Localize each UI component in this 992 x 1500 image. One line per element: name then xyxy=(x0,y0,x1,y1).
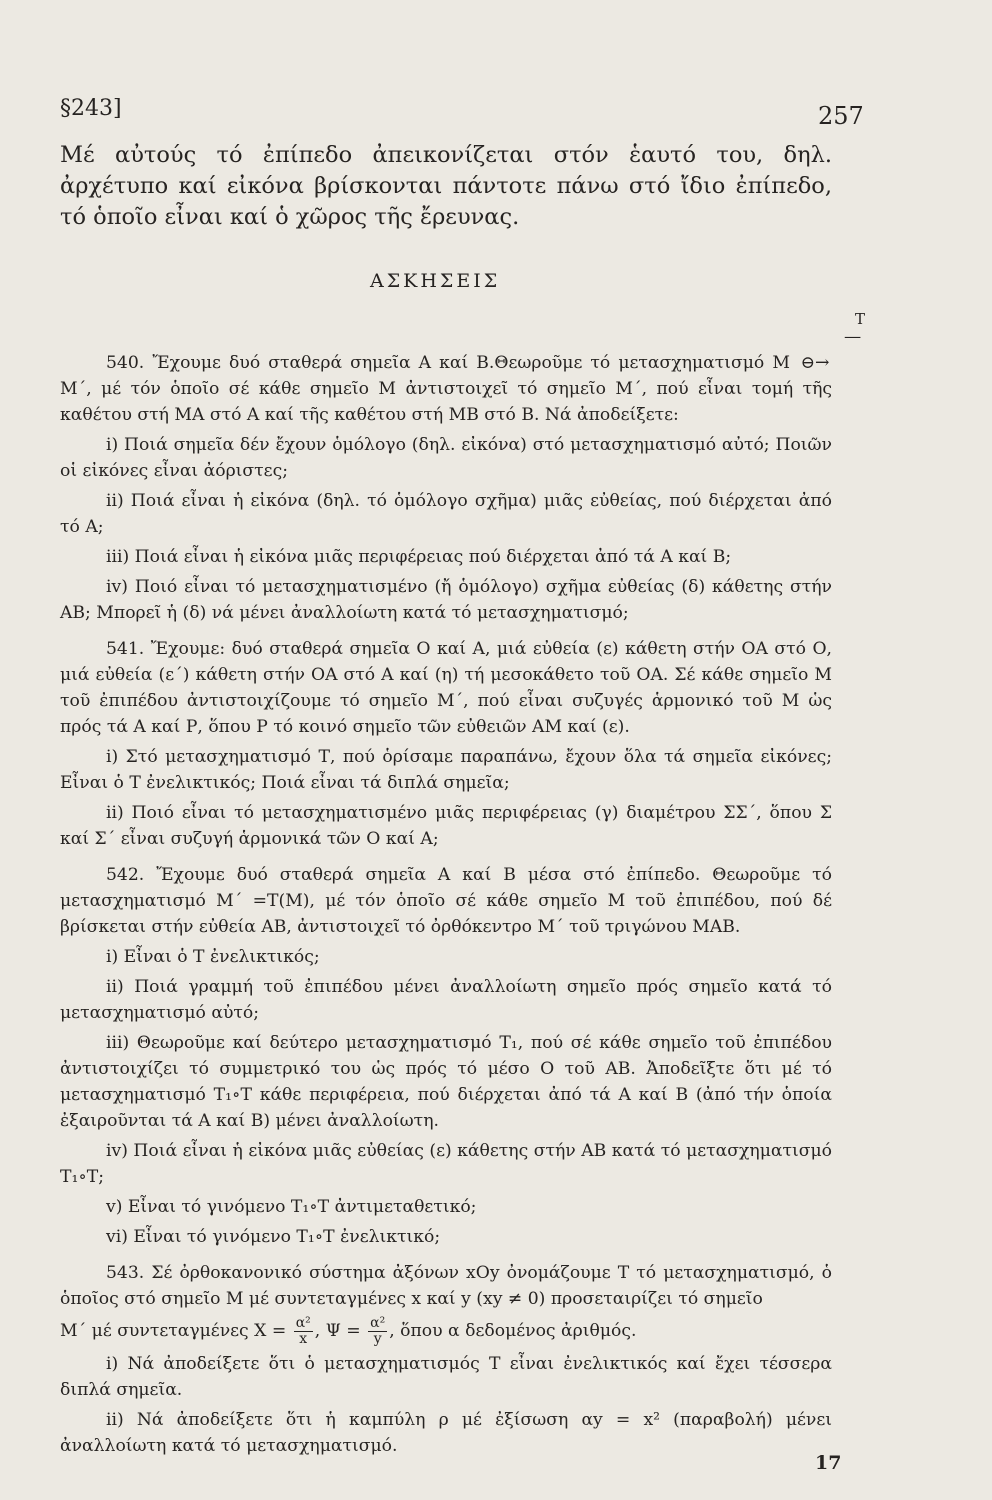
exercise-541-ii: ii) Ποιό εἶναι τό μετασχηματισμένο μιᾶς περιφέρειας (γ) διαμέτρου ΣΣ΄, ὅπου Σ καί Σ΄ εἶναι συζυγή ἁρμονικά τῶν Ο καί Α; xyxy=(60,803,832,849)
exercise-542-vi: vi) Εἶναι τό γινόμενο Τ₁∘Τ ἐνελικτικό; xyxy=(106,1227,441,1247)
exercise-540-i: i) Ποιά σημεῖα δέν ἔχουν ὁμόλογο (δηλ. εἰκόνα) στό μετασχηματισμό αὐτό; Ποιῶν οἱ εἰκόνες εἶναι ἀόριστες; xyxy=(60,435,832,481)
transformation-arrow-icon: Τ —⊖→ xyxy=(798,324,832,376)
exercise-543-formula: Μ΄ μέ συντεταγμένες Χ = $\frac{\text{α²}}{x}$ , Ψ = $\frac{\text{α²}}{y}$ , ὅπου α δεδομένος ἀριθμός. xyxy=(60,1315,637,1347)
exercise-543-i: i) Νά ἀποδείξετε ὅτι ὁ μετασχηματισμός Τ εἶναι ἐνελικτικός καί ἔχει τέσσερα διπλά σημεῖα. xyxy=(60,1354,832,1400)
exercise-542-iv: iv) Ποιά εἶναι ἡ εἰκόνα μιᾶς εὐθείας (ε) κάθετης στήν ΑΒ κατά τό μετασχηματισμό Τ₁∘Τ; xyxy=(60,1141,832,1187)
exercise-540-rest: μέ τόν ὁποῖο σέ κάθε σημεῖο Μ ἀντιστοιχεῖ τό σημεῖο Μ΄, πού εἶναι τομή τῆς καθέτου στή ΜΑ στό Α καί τῆς καθέτου στή ΜΒ στό Β. Νά ἀποδείξετε: xyxy=(60,379,832,425)
exercise-542-iii: iii) Θεωροῦμε καί δεύτερο μετασχηματισμό Τ₁, πού σέ κάθε σημεῖο τοῦ ἐπιπέδου ἀντιστοιχίζει τό συμμετρικό του ὡς πρός τό μέσο Ο τοῦ ΑΒ. Ἀποδεῖξτε ὅτι μέ τό μετασχηματισμό Τ₁∘Τ κάθε περιφέρεια, πού διέρχεται ἀπό τά Α καί Β (ἀπό τήν ὁποία ἐξαιροῦνται τά Α καί Β) μένει ἀναλλοίωτη. xyxy=(60,1033,832,1131)
exercise-540-ii: ii) Ποιά εἶναι ἡ εἰκόνα (δηλ. τό ὁμόλογο σχῆμα) μιᾶς εὐθείας, πού διέρχεται ἀπό τό Α; xyxy=(60,491,832,537)
exercise-543: 543. Σέ ὀρθοκανονικό σύστημα ἀξόνων xOy ὀνομάζουμε Τ τό μετασχηματισμό, ὁ ὁποῖος στό σημεῖο Μ μέ συντεταγμένες x καί y (xy ≠ 0) προσεταιρίζει τό σημεῖο xyxy=(60,1263,832,1309)
exercise-542-ii: ii) Ποιά γραμμή τοῦ ἐπιπέδου μένει ἀναλλοίωτη σημεῖο πρός σημεῖο κατά τό μετασχηματισμό αὐτό; xyxy=(60,977,832,1023)
exercise-540 xyxy=(60,310,866,428)
exercise-542-i: i) Εἶναι ὁ Τ ἐνελικτικός; xyxy=(106,947,320,967)
exercise-541-i: i) Στό μετασχηματισμό Τ, πού ὁρίσαμε παραπάνω, ἔχουν ὅλα τά σημεῖα εἰκόνες; Εἶναι ὁ Τ ἐνελικτικός; Ποιά εἶναι τά διπλά σημεῖα; xyxy=(60,747,832,793)
exercise-540-iii: iii) Ποιά εἶναι ἡ εἰκόνα μιᾶς περιφέρειας πού διέρχεται ἀπό τά Α καί Β; xyxy=(106,547,732,567)
exercise-540-lead-end: Μ΄, xyxy=(60,379,92,399)
exercise-542: 542. Ἔχουμε δυό σταθερά σημεῖα Α καί Β μέσα στό ἐπίπεδο. Θεωροῦμε τό μετασχηματισμό Μ΄ =Τ(Μ), μέ τόν ὁποῖο σέ κάθε σημεῖο Μ τοῦ ἐπιπέδου, πού δέ βρίσκεται στήν εὐθεία ΑΒ, ἀντιστοιχεῖ τό ὀρθόκεντρο Μ΄ τοῦ τριγώνου ΜΑΒ. xyxy=(60,865,832,937)
exercise-543-ii: ii) Νά ἀποδείξετε ὅτι ἡ καμπύλη ρ μέ ἐξίσωση αy = x² (παραβολή) μένει ἀναλλοίωτη κατά τό μετασχηματισμό. xyxy=(60,1410,832,1456)
exercise-541: 541. Ἔχουμε: δυό σταθερά σημεῖα Ο καί Α, μιά εὐθεία (ε) κάθετη στήν ΟΑ στό Ο, μιά εὐθεία (ε΄) κάθετη στήν ΟΑ στό Α καί (η) τή μεσοκάθετο τοῦ ΟΑ. Σέ κάθε σημεῖο Μ τοῦ ἐπιπέδου ἀντιστοιχίζουμε τό σημεῖο Μ΄, πού εἶναι συζυγές ἁρμονικό τοῦ Μ ὡς πρός τά Α καί Ρ, ὅπου Ρ τό κοινό σημεῖο τῶν εὐθειῶν ΑΜ καί (ε). xyxy=(60,639,832,737)
section-reference: §243] xyxy=(60,96,122,121)
page-number: 257 xyxy=(818,102,864,130)
fraction-x: $\frac{\text{α²}}{x}$ xyxy=(295,1315,311,1347)
signature-number: 17 xyxy=(815,1452,842,1474)
transformation-label: Τ xyxy=(855,310,866,328)
intro-paragraph: Μέ αὐτούς τό ἐπίπεδο ἀπεικονίζεται στόν ἑαυτό του, δηλ. ἀρχέτυπο καί εἰκόνα βρίσκονται πάντοτε πάνω στό ἴδιο ἐπίπεδο, τό ὁποῖο εἶναι καί ὁ χῶρος τῆς ἔρευνας. xyxy=(60,142,832,230)
exercise-542-v: v) Εἶναι τό γινόμενο Τ₁∘Τ ἀντιμεταθετικό; xyxy=(106,1197,477,1217)
section-title: ΑΣΚΗΣΕΙΣ xyxy=(370,270,501,292)
fraction-y: $\frac{\text{α²}}{y}$ xyxy=(370,1315,386,1347)
exercise-540-iv: iv) Ποιό εἶναι τό μετασχηματισμένο (ἤ ὁμόλογο) σχῆμα εὐθείας (δ) κάθετης στήν ΑΒ; Μπορεῖ ἡ (δ) νά μένει ἀναλλοίωτη κατά τό μετασχηματισμό; xyxy=(60,577,832,623)
exercise-540-lead: 540. Ἔχουμε δυό σταθερά σημεῖα Α καί Β.Θεωροῦμε τό μετασχηματισμό Μ xyxy=(106,353,790,373)
